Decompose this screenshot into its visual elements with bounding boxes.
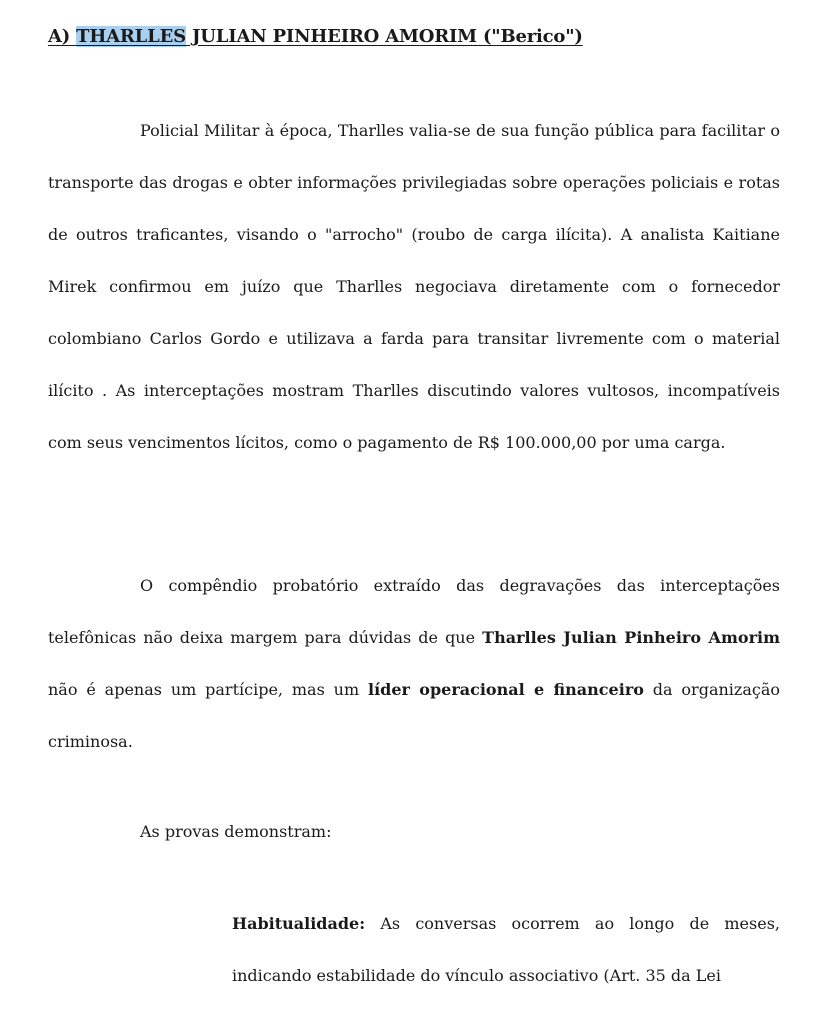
heading-rest: JULIAN PINHEIRO AMORIM ("Berico") — [185, 26, 583, 47]
p2-bold-name: Tharlles Julian Pinheiro Amorim — [482, 628, 781, 647]
p2-text-3: da organização criminosa. — [48, 680, 781, 751]
heading-prefix: A) — [48, 26, 77, 47]
p4-text: As conversas ocorrem ao longo de meses, indicando estabilidade do vínculo associativo (Art. 35 da Lei — [232, 914, 780, 985]
selected-text-highlight[interactable]: THARLLES — [76, 26, 186, 47]
p2-text-2: não é apenas um partícipe, mas um — [48, 680, 368, 699]
section-heading — [48, 26, 583, 47]
paragraph-evidence-summary — [48, 560, 780, 768]
paragraph-role-of-tharlles: Policial Militar à época, Tharlles valia-se de sua função pública para facilitar o transporte das drogas e obter informações privilegiadas sobre operações policiais e rotas de outros traficantes, visando o "arrocho" (roubo de carga ilícita). A analista Kaitiane Mirek confirmou em juízo que Tharlles negociava diretamente com o fornecedor colombiano Carlos Gordo e utilizava a farda para transitar livremente com o material ilícito . As interceptações mostram Tharlles discutindo valores vultosos, incompatíveis com seus vencimentos lícitos, como o pagamento de R$ 100.000,00 por uma carga. — [48, 121, 780, 452]
paragraph-habitualidade — [232, 898, 780, 1002]
paragraph-evidence-intro: As provas demonstram: — [140, 822, 332, 841]
p2-text-1: O compêndio probatório extraído das degravações das interceptações telefônicas não deixa margem para dúvidas de que — [48, 576, 780, 647]
p2-bold-role: líder operacional e financeiro — [367, 680, 644, 699]
p4-bold-label: Habitualidade: — [232, 914, 366, 933]
